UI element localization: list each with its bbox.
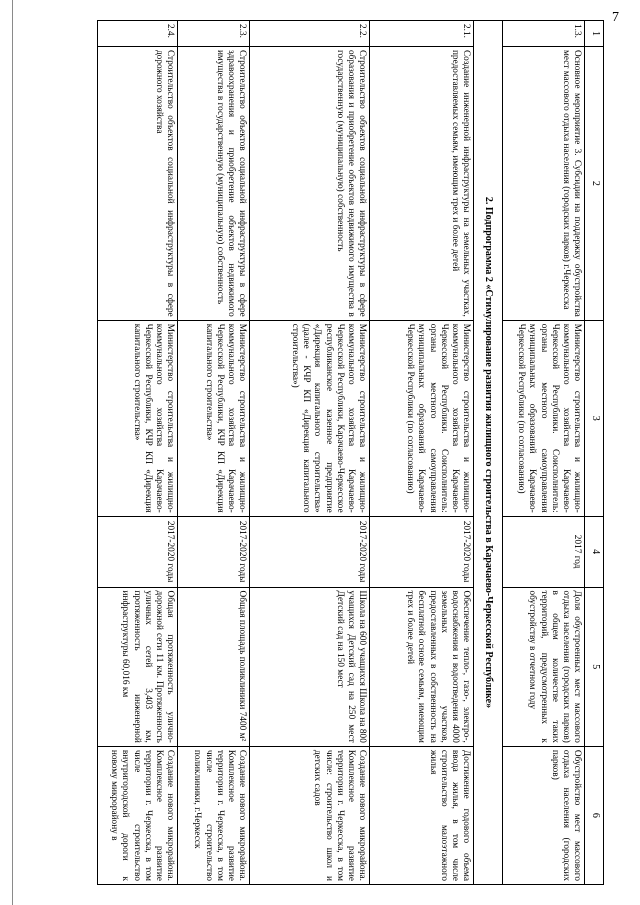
table-row — [178, 21, 250, 885]
scan-edge-line — [12, 0, 13, 905]
measure-cell: Создание инженерной инфраструктуры на земельных участках, предоставляемых семьям, имеющим трех и более детей — [370, 46, 474, 320]
result-cell: Создание нового микрорайона. Комплексное развитие территории г. Черкесска, в том числе строительство поликлиники, г.Черкесск — [178, 746, 250, 884]
table-row — [250, 21, 370, 885]
section-row — [474, 21, 503, 885]
indicator-cell: Общая протяженность улично-дорожной сети 11 км. Протяженность уличных сетей 3,403 км, протяженность инженерной инфраструктуры 60,016 км — [98, 587, 178, 746]
term-cell: 2017-2020 годы — [250, 516, 370, 587]
table-row — [370, 21, 474, 885]
measure-cell: Строительство объектов социальной инфраструктуры в сфере дорожного хозяйства — [98, 46, 178, 320]
measure-cell: Строительство объектов социальной инфраструктуры в сфере образования и приобретение объектов недвижимого имущества в государственную (муниципальную) собственность — [250, 46, 370, 320]
executor-cell: Министерство строительства и жилищно-коммунального хозяйства Карачаево-Черкесской Республики. Соисполнитель: органы местного самоуправления муниципальных образований Карачаево-Черкесской Республики (по согласованию) — [503, 320, 585, 516]
header-cell: 3 — [585, 320, 604, 516]
header-cell: 5 — [585, 587, 604, 746]
rotated-table-wrapper — [29, 20, 604, 885]
section-title: 2. Подпрограмма 2 «Стимулирование развития жилищного строительства в Карачаево-Черкесской Республике» — [474, 21, 503, 885]
indicator-cell: Общая площадь поликлиники 7400 м² — [178, 587, 250, 746]
row-number: 1.3. — [503, 21, 585, 47]
program-measures-table — [97, 20, 604, 885]
table-row — [503, 21, 585, 885]
page-number: 7 — [612, 10, 619, 25]
measure-cell: Основное мероприятие 3. Субсидии на поддержку обустройства мест массового отдыха населения (городских парков) г.Черкесска — [503, 46, 585, 320]
row-number: 2.3. — [178, 21, 250, 47]
result-cell: Создание нового микрорайона. Комплексное развитие территории г. Черкесска, в том числе строительство внутригородской дороги к новому микрорайону в — [98, 746, 178, 884]
row-number: 2.4. — [98, 21, 178, 47]
header-cell: 4 — [585, 516, 604, 587]
term-cell: 2017 год — [503, 516, 585, 587]
indicator-cell: Школа на 600 учащихся Школа на 800 учащихся Детский сад на 250 мест Детский сад на 150 мест — [250, 587, 370, 746]
term-cell: 2017-2020 годы — [178, 516, 250, 587]
result-cell: Достижение годового объема ввода жилья, в том числе строительство малоэтажного жилья — [370, 746, 474, 884]
executor-cell: Министерство строительства и жилищно-коммунального хозяйства Карачаево-Черкесской Республики. Соисполнитель: органы местного самоуправления муниципальных образований Карачаево-Черкесской Республики (по согласованию) — [370, 320, 474, 516]
result-cell: Обустройство мест массового отдыха населения (городских парков) — [503, 746, 585, 884]
header-cell: 6 — [585, 746, 604, 884]
row-number: 2.1. — [370, 21, 474, 47]
measure-cell: Строительство объектов социальной инфраструктуры в сфере здравоохранения и приобретение объектов недвижимого имущества в государственную (муниципальную) собственность — [178, 46, 250, 320]
term-cell: 2017-2020 годы — [98, 516, 178, 587]
executor-cell: Министерство строительства и жилищно-коммунального хозяйства Карачаево-Черкесской Республики, Карачаево-Черкесское республиканское казенное предприятие «Дирекция капитального строительства» (далее - КЧР КП «Дирекция капитального строительства») — [250, 320, 370, 516]
table-row — [98, 21, 178, 885]
executor-cell: Министерство строительства и жилищно-коммунального хозяйства Карачаево-Черкесской Республики, КЧР КП «Дирекция капитального строительства» — [98, 320, 178, 516]
row-number: 2.2. — [250, 21, 370, 47]
executor-cell: Министерство строительства и жилищно-коммунального хозяйства Карачаево-Черкесской Республики, КЧР КП «Дирекция капитального строительства» — [178, 320, 250, 516]
result-cell: Создание нового микрорайона. Комплексное развитие территории г. Черкесска, в том числе: строительство школ и детских садов — [250, 746, 370, 884]
term-cell: 2017-2020 годы — [370, 516, 474, 587]
header-cell: 1 — [585, 21, 604, 47]
indicator-cell: Обеспечение тепло-, газо-, электро-, водоснабжения и водоотведения 4000 земельных участков, предоставленных в собственность на бесплатной основе семьям, имеющим трех и более детей — [370, 587, 474, 746]
header-cell: 2 — [585, 46, 604, 320]
column-number-row — [585, 21, 604, 885]
indicator-cell: Доля обустроенных мест массового отдыха населения (городских парков) в общем количестве таких территорий, предусмотренных к обустройству в отчетном году — [503, 587, 585, 746]
